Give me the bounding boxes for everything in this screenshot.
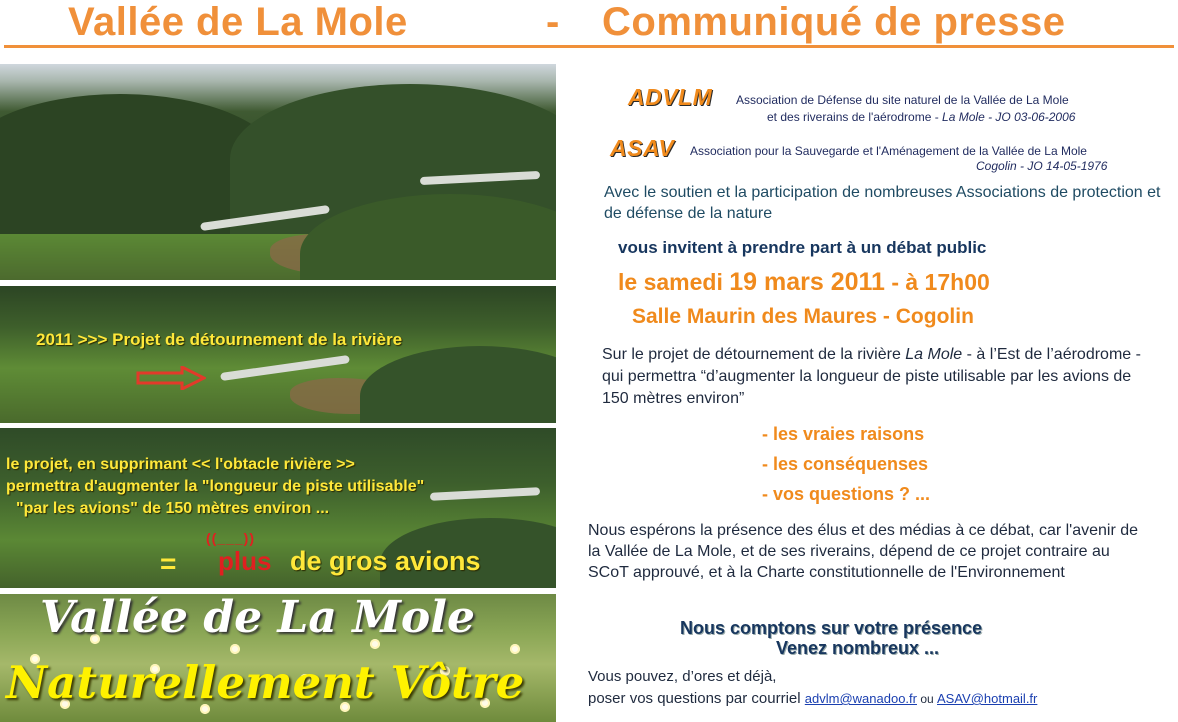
event-place: Salle Maurin des Maures - Cogolin: [632, 305, 974, 328]
emphasis-mark: ((___)): [206, 530, 256, 546]
page-header: [0, 0, 1178, 50]
runway-shape: [430, 487, 540, 501]
header-divider: [4, 45, 1174, 48]
mail-line-2: [588, 690, 1037, 707]
arrow-right-icon: [136, 366, 206, 390]
diversion-caption: 2011 >>> Projet de détournement de la rivière: [36, 330, 403, 349]
asav-logo: ASAV: [610, 135, 675, 161]
event-date: [618, 268, 990, 297]
header-title-right: Communiqué de presse: [602, 0, 1066, 44]
project-part-2: - à l’Est de l’aérodrome - qui permettra “d’augmenter la longueur de piste utilisable par les avions de 150 mètres environ”: [602, 346, 1141, 407]
invite-line: vous invitent à prendre part à un débat public: [618, 238, 987, 257]
hill-shape: [360, 346, 556, 423]
flower-shape: [230, 644, 240, 654]
big-planes-text: de gros avions: [290, 546, 481, 576]
advlm-logo: ADVLM: [628, 84, 713, 110]
advlm-line-1: Association de Défense du site naturel de la Vallée de La Mole: [736, 93, 1069, 107]
support-paragraph: Avec le soutien et la participation de nombreuses Associations de protection et de défense de la nature: [604, 184, 1161, 222]
advlm-line-2-prefix: et des riverains de l'aérodrome -: [767, 110, 943, 124]
runway-shape: [220, 355, 350, 381]
diversion-photo: [0, 286, 556, 423]
project-line-3: "par les avions" de 150 mètres environ ...: [16, 500, 330, 517]
date-suffix: - à 17h00: [884, 269, 990, 295]
valley-photo: [0, 64, 556, 280]
asav-line-2-italic: Cogolin - JO 14-05-1976: [976, 159, 1108, 173]
count-on-you: Nous comptons sur votre présence: [680, 618, 983, 638]
bullet-reasons: - les vraies raisons: [762, 424, 925, 444]
email-advlm-link[interactable]: advlm@wanadoo.fr: [804, 691, 917, 706]
come-many: Venez nombreux ...: [776, 638, 940, 658]
slogan-line-1: Vallée de La Mole: [40, 592, 475, 643]
bullet-consequences: - les conséquenses: [762, 454, 929, 474]
mail-prompt: poser vos questions par courriel: [588, 690, 805, 707]
project-part-1: Sur le projet de détournement de la rivière: [602, 346, 906, 363]
flower-shape: [510, 644, 520, 654]
bullet-questions: - vos questions ? ...: [762, 484, 931, 504]
date-prefix: le samedi: [618, 269, 730, 295]
plus-word: plus: [218, 546, 272, 576]
slogan-line-2: Naturellement Vôtre: [6, 656, 525, 709]
asav-line-2: [976, 159, 1107, 173]
mail-or: ou: [916, 692, 937, 706]
mail-line-1: Vous pouvez, d’ores et déjà,: [588, 668, 777, 685]
project-line-1: le projet, en supprimant << l'obtacle rivière >>: [6, 456, 355, 473]
advlm-line-2: [767, 110, 1075, 124]
header-title-left: Vallée de La Mole: [68, 0, 408, 44]
advlm-line-2-italic: La Mole - JO 03-06-2006: [942, 110, 1076, 124]
asav-line-1: Association pour la Sauvegarde et l'Aménagement de la Vallée de La Mole: [690, 144, 1087, 158]
project-river-name: La Mole: [905, 346, 963, 363]
equals-sign: =: [160, 548, 177, 579]
header-dash: -: [546, 0, 560, 44]
email-asav-link[interactable]: ASAV@hotmail.fr: [937, 691, 1038, 706]
hope-paragraph: Nous espérons la présence des élus et des médias à ce débat, car l'avenir de la Vallée de La Mole, et de ses riverains, dépend de ce projet contraire au SCoT approuvé, et à la Charte constitutionnelle de l'Environnement: [588, 522, 1139, 581]
project-paragraph: [602, 344, 1162, 410]
date-main: 19 mars 2011: [729, 268, 885, 296]
project-line-2: permettra d'augmenter la "longueur de piste utilisable": [6, 478, 425, 495]
